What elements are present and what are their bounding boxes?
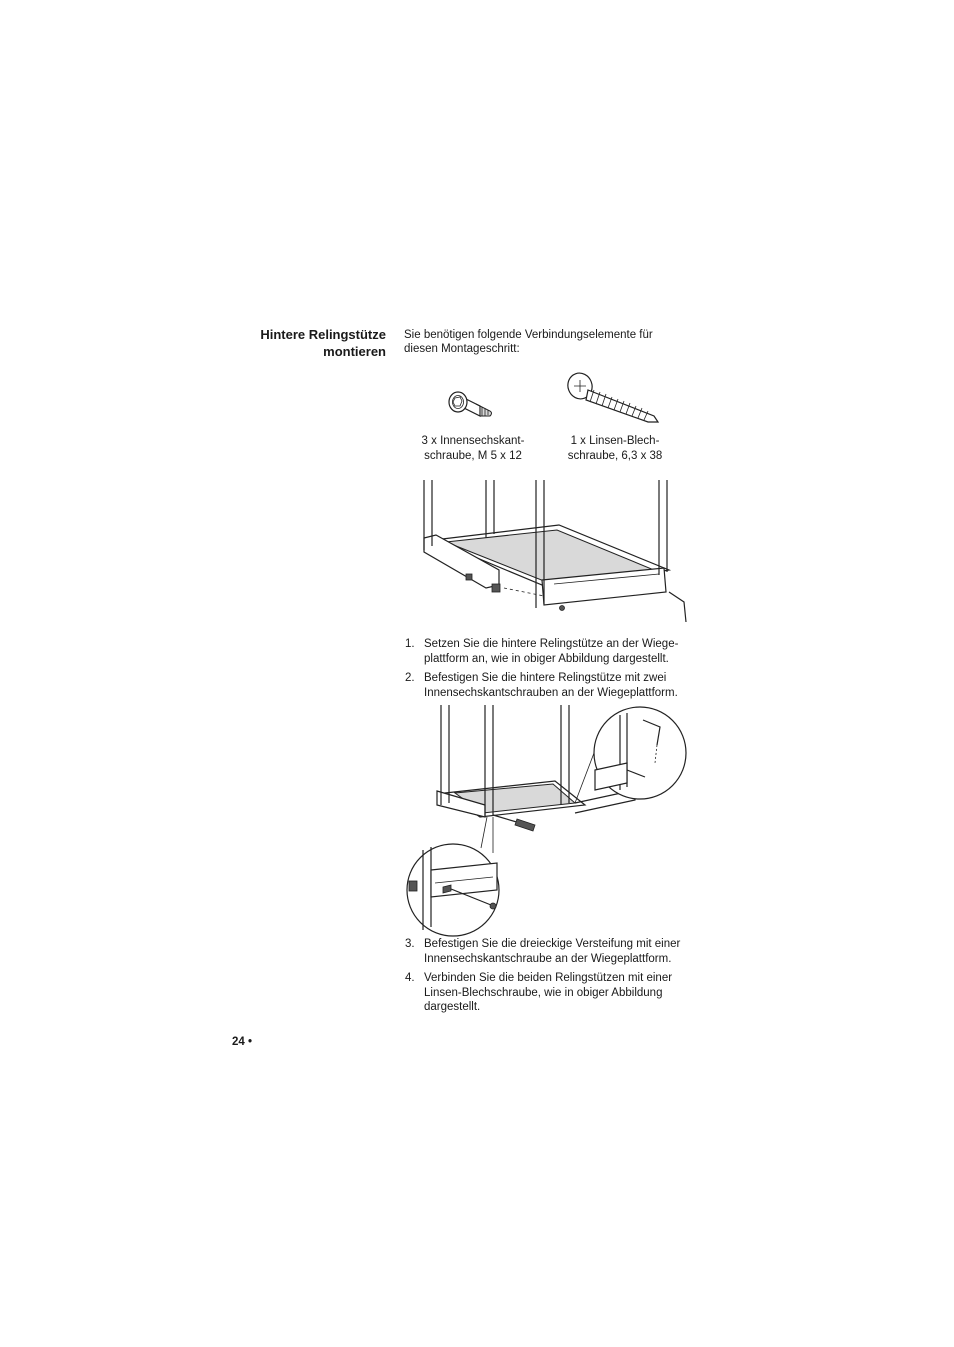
step-number: 3. [405,938,415,950]
step-line: Innensechskantschraube an der Wiegeplattform. [424,952,672,965]
step-4 [405,971,705,1015]
intro-text [404,328,694,356]
part-caption-line: 1 x Linsen-Blech- [570,435,660,447]
assembly-illustration-2 [405,705,695,965]
part-caption-sheet-screw [555,434,675,464]
section-heading-line-2: montieren [323,344,386,359]
step-2 [405,671,705,700]
sheet-metal-screw-icon [566,370,666,430]
step-line: Linsen-Blechschraube, wie in obiger Abbildung [424,986,663,999]
section-heading [230,326,386,360]
intro-line-2: diesen Montageschritt: [404,343,520,355]
step-number: 1. [405,638,415,650]
step-line: Setzen Sie die hintere Relingstütze an der Wiege- [424,638,679,650]
page-number: 24 • [232,1036,253,1048]
step-number: 2. [405,672,415,684]
step-line: Innensechskantschrauben an der Wiegeplattform. [424,686,678,699]
part-caption-hex-screw [410,434,536,464]
part-caption-line: schraube, 6,3 x 38 [567,450,663,462]
step-number: 4. [405,972,415,984]
assembly-illustration-1 [414,480,704,625]
part-caption-line: schraube, M 5 x 12 [424,450,522,462]
hex-socket-screw-icon [446,386,496,422]
step-1 [405,637,705,666]
part-caption-line: 3 x Innensechskant- [421,435,525,447]
step-3 [405,937,705,966]
intro-line-1: Sie benötigen folgende Verbindungselemente für [404,329,653,341]
step-line: Befestigen Sie die hintere Relingstütze mit zwei [424,672,667,684]
step-line: plattform an, wie in obiger Abbildung dargestellt. [424,652,669,665]
step-line: Verbinden Sie die beiden Relingstützen mit einer [424,972,673,984]
step-line: Befestigen Sie die dreieckige Versteifung mit einer [424,938,681,950]
step-line: dargestellt. [424,1001,481,1013]
section-heading-line-1: Hintere Relingstütze [260,327,386,342]
